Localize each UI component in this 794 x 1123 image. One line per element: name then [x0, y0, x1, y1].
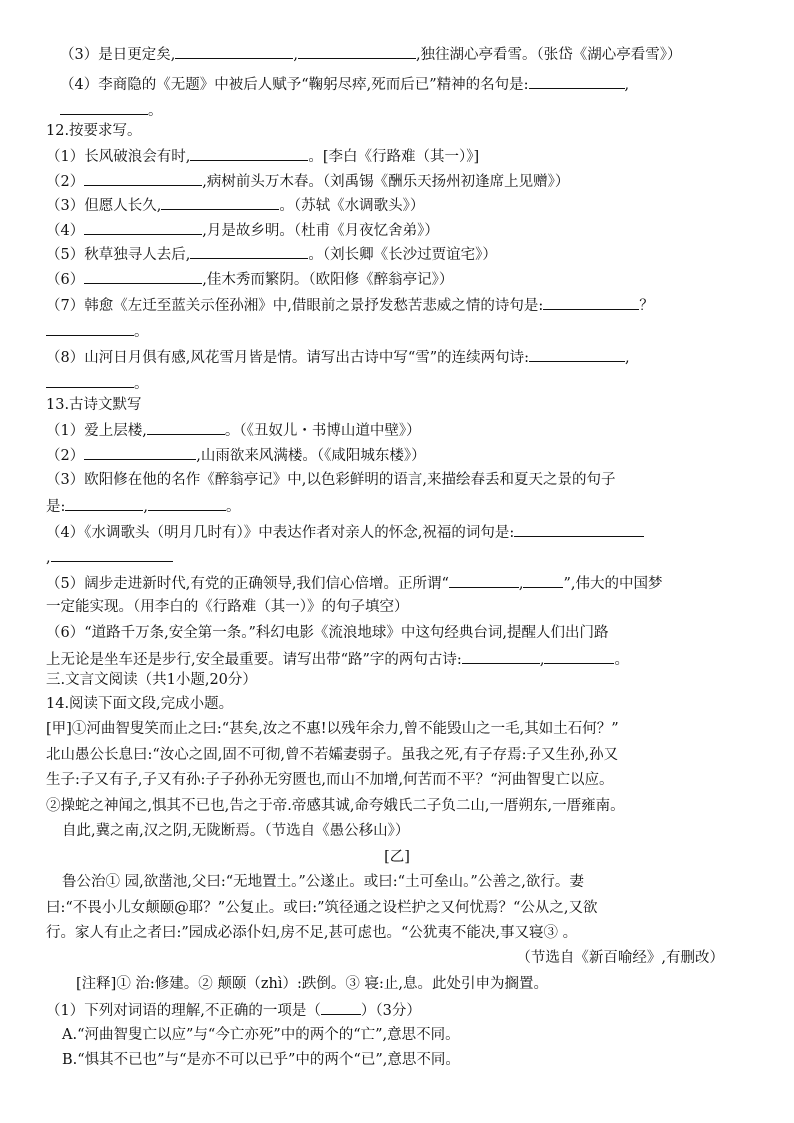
line-text: A.“河曲智叟亡以应”与“今亡亦死”中的两个的“亡”,意思不同。 [62, 1027, 460, 1043]
answer-blank[interactable] [529, 346, 625, 362]
text-line [46, 623, 609, 643]
line-text: ,独往湖心亭看雪。（张岱《湖心亭看雪》） [415, 47, 682, 63]
answer-blank[interactable] [321, 999, 361, 1015]
line-text: （节选自《新百喻经》,有删改） [516, 950, 724, 966]
text-line [62, 1025, 460, 1045]
line-text: 。（《丑奴儿・书博山道中壁》） [224, 423, 421, 439]
line-text: （1）长风破浪会有时, [46, 149, 191, 165]
answer-blank[interactable] [84, 268, 202, 284]
text-line [46, 294, 654, 314]
line-text: （1）爱上层楼, [46, 423, 147, 439]
line-text: , [293, 47, 298, 63]
line-text: , [143, 499, 148, 515]
line-text: , [518, 576, 524, 592]
line-text: （4）《水调歌头（明月几时有）》中表达作者对亲人的怀念,祝福的词句是: [46, 525, 515, 541]
text-line [46, 745, 618, 765]
text-line [76, 974, 548, 994]
answer-blank[interactable] [544, 648, 614, 664]
line-text: 鲁公治① 园,欲凿池,父曰:“无地置土。”公遂止。或曰:“土可垒山。”公善之,欲行。妻 [62, 874, 584, 890]
answer-blank[interactable] [462, 648, 540, 664]
answer-blank[interactable] [449, 572, 519, 588]
line-text: （3）但愿人长久, [46, 198, 162, 214]
line-text: , [539, 652, 545, 668]
answer-blank[interactable] [46, 320, 134, 336]
text-line [46, 372, 149, 392]
answer-blank[interactable] [84, 170, 202, 186]
line-text: （6） [46, 272, 85, 288]
line-text: ）（3分） [360, 1003, 421, 1019]
line-text: 。（刘长卿《长沙过贾谊宅》） [308, 247, 497, 263]
line-text: 。（苏轼《水调歌头》） [279, 198, 425, 214]
text-line [0, 847, 794, 867]
answer-blank[interactable] [523, 572, 563, 588]
line-text: 是: [46, 499, 66, 515]
line-text: , [625, 350, 630, 366]
text-line [0, 948, 724, 968]
text-line [46, 346, 630, 366]
text-line [46, 219, 439, 239]
line-text: 。 [614, 652, 629, 668]
line-text: （1）下列对词语的理解,不正确的一项是（ [46, 1003, 321, 1019]
line-text: 。 [148, 103, 163, 119]
line-text: （6）“道路千万条,安全第一条。”科幻电影《流浪地球》中这句经典台词,提醒人们出门路 [46, 625, 609, 641]
text-line [46, 243, 497, 263]
text-line [46, 923, 577, 943]
answer-blank[interactable] [175, 43, 293, 59]
text-line [46, 648, 629, 668]
text-line [46, 898, 598, 918]
text-line [46, 395, 142, 415]
line-text: 12.按要求写。 [46, 123, 142, 139]
line-text: [乙] [384, 849, 410, 865]
line-text: （2） [46, 174, 85, 190]
text-line [46, 320, 149, 340]
line-text: 自此,冀之南,汉之阴,无陇断焉。（节选自《愚公移山》） [62, 823, 410, 839]
text-line [60, 43, 682, 63]
line-text: ②操蛇之神闻之,惧其不已也,告之于帝.帝感其诚,命夸娥氏二子负二山,一厝朔东,一厝雍南。 [46, 798, 625, 814]
answer-blank[interactable] [147, 419, 225, 435]
answer-blank[interactable] [84, 219, 202, 235]
line-text: 生子:子又有子,子又有孙:子子孙孙无穷匮也,而山不加增,何苦而不平？“河曲智叟亡以应。 [46, 772, 614, 788]
text-line [46, 444, 426, 464]
line-text: 。 [134, 376, 149, 392]
line-text: ,山雨欲来风满楼。（《咸阳城东楼》） [196, 448, 426, 464]
text-line [46, 796, 625, 816]
line-text: 一定能实现。（用李白的《行路难（其一）》的句子填空） [46, 599, 409, 615]
answer-blank[interactable] [148, 495, 226, 511]
line-text: 14.阅读下面文段,完成小题。 [46, 696, 234, 712]
text-line [46, 170, 569, 190]
line-text: ,病树前头万木春。（刘禹锡《酬乐天扬州初逢席上见赠》） [202, 174, 570, 190]
answer-blank[interactable] [60, 99, 148, 115]
text-line [60, 99, 163, 119]
text-line [46, 121, 142, 141]
line-text: 上无论是坐车还是步行,安全最重要。请写出带“路”字的两句古诗: [46, 652, 462, 668]
text-line [46, 194, 424, 214]
text-line [46, 670, 257, 690]
answer-blank[interactable] [543, 294, 639, 310]
text-line [46, 572, 663, 592]
answer-blank[interactable] [51, 546, 173, 562]
text-line [46, 521, 644, 541]
line-text: 行。家人有止之者曰:”园成必添仆妇,房不足,甚可虑也。“公犹夷不能决,事又寝③ 。 [46, 925, 578, 941]
text-line [46, 495, 241, 515]
line-text: ？ [639, 298, 654, 314]
answer-blank[interactable] [514, 521, 644, 537]
line-text: （2） [46, 448, 85, 464]
line-text: , [624, 77, 630, 93]
answer-blank[interactable] [84, 444, 196, 460]
text-line [46, 268, 453, 288]
line-text: （8）山河日月俱有感,风花雪月皆是情。请写出古诗中写“雪”的连续两句诗: [46, 350, 530, 366]
line-text: （4） [46, 223, 85, 239]
text-line [46, 770, 614, 790]
answer-blank[interactable] [190, 145, 308, 161]
line-text: 。 [226, 499, 241, 515]
line-text: 曰:“不畏小儿女颠颐@耶？”公复止。或曰:”筑径通之设栏护之又何忧焉？“公从之,又欲 [46, 900, 598, 916]
answer-blank[interactable] [529, 73, 625, 89]
answer-blank[interactable] [298, 43, 416, 59]
line-text: , [46, 550, 51, 566]
line-text: ”,伟大的中国梦 [563, 576, 663, 592]
text-line [46, 719, 619, 739]
line-text: 北山愚公长息曰:“汝心之固,固不可彻,曾不若孀妻弱子。虽我之死,有子存焉:子又生孙,孙又 [46, 747, 619, 763]
line-text: （3）是日更定矣, [60, 47, 176, 63]
line-text: [甲]①河曲智叟笑而止之曰:“甚矣,汝之不惠!以残年余力,曾不能毁山之一毛,其如土石何？” [46, 721, 619, 737]
line-text: 。 [134, 324, 149, 340]
text-line [62, 1050, 460, 1070]
line-text: [注释]① 治:修建。② 颠颐（zhì）:跌倒。③ 寝:止,息。此处引申为搁置。 [76, 976, 549, 992]
line-text: 13.古诗文默写 [46, 397, 142, 413]
line-text: ,佳木秀而繁阴。（欧阳修《醉翁亭记》） [202, 272, 454, 288]
answer-blank[interactable] [190, 243, 308, 259]
text-line [62, 821, 409, 841]
line-text: （4）李商隐的《无题》中被后人赋予“鞠躬尽瘁,死而后已”精神的名句是: [60, 77, 529, 93]
text-line [46, 597, 409, 617]
text-line [46, 999, 421, 1019]
text-line [46, 470, 615, 490]
line-text: （5）阔步走进新时代,有党的正确领导,我们信心倍增。正所谓“ [46, 576, 449, 592]
answer-blank[interactable] [46, 372, 134, 388]
text-line [46, 145, 479, 165]
line-text: 三.文言文阅读（共1小题,20分） [46, 672, 257, 688]
line-text: （7）韩愈《左迁至蓝关示侄孙湘》中,借眼前之景抒发愁苦悲威之情的诗句是: [46, 298, 544, 314]
text-line [62, 872, 584, 892]
answer-blank[interactable] [65, 495, 143, 511]
text-line [46, 546, 173, 566]
line-text: ,月是故乡明。（杜甫《月夜忆舍弟》） [202, 223, 439, 239]
line-text: B.“惧其不已也”与“是亦不可以已乎”中的两个“已”,意思不同。 [62, 1052, 460, 1068]
answer-blank[interactable] [161, 194, 279, 210]
line-text: （3）欧阳修在他的名作《醉翁亭记》中,以色彩鲜明的语言,来描绘春丢和夏天之景的句子 [46, 472, 616, 488]
text-line [46, 419, 421, 439]
line-text: 。[李白《行路难（其一）》] [308, 149, 480, 165]
text-line [46, 694, 233, 714]
text-line [60, 73, 629, 93]
line-text: （5）秋草独寻人去后, [46, 247, 191, 263]
